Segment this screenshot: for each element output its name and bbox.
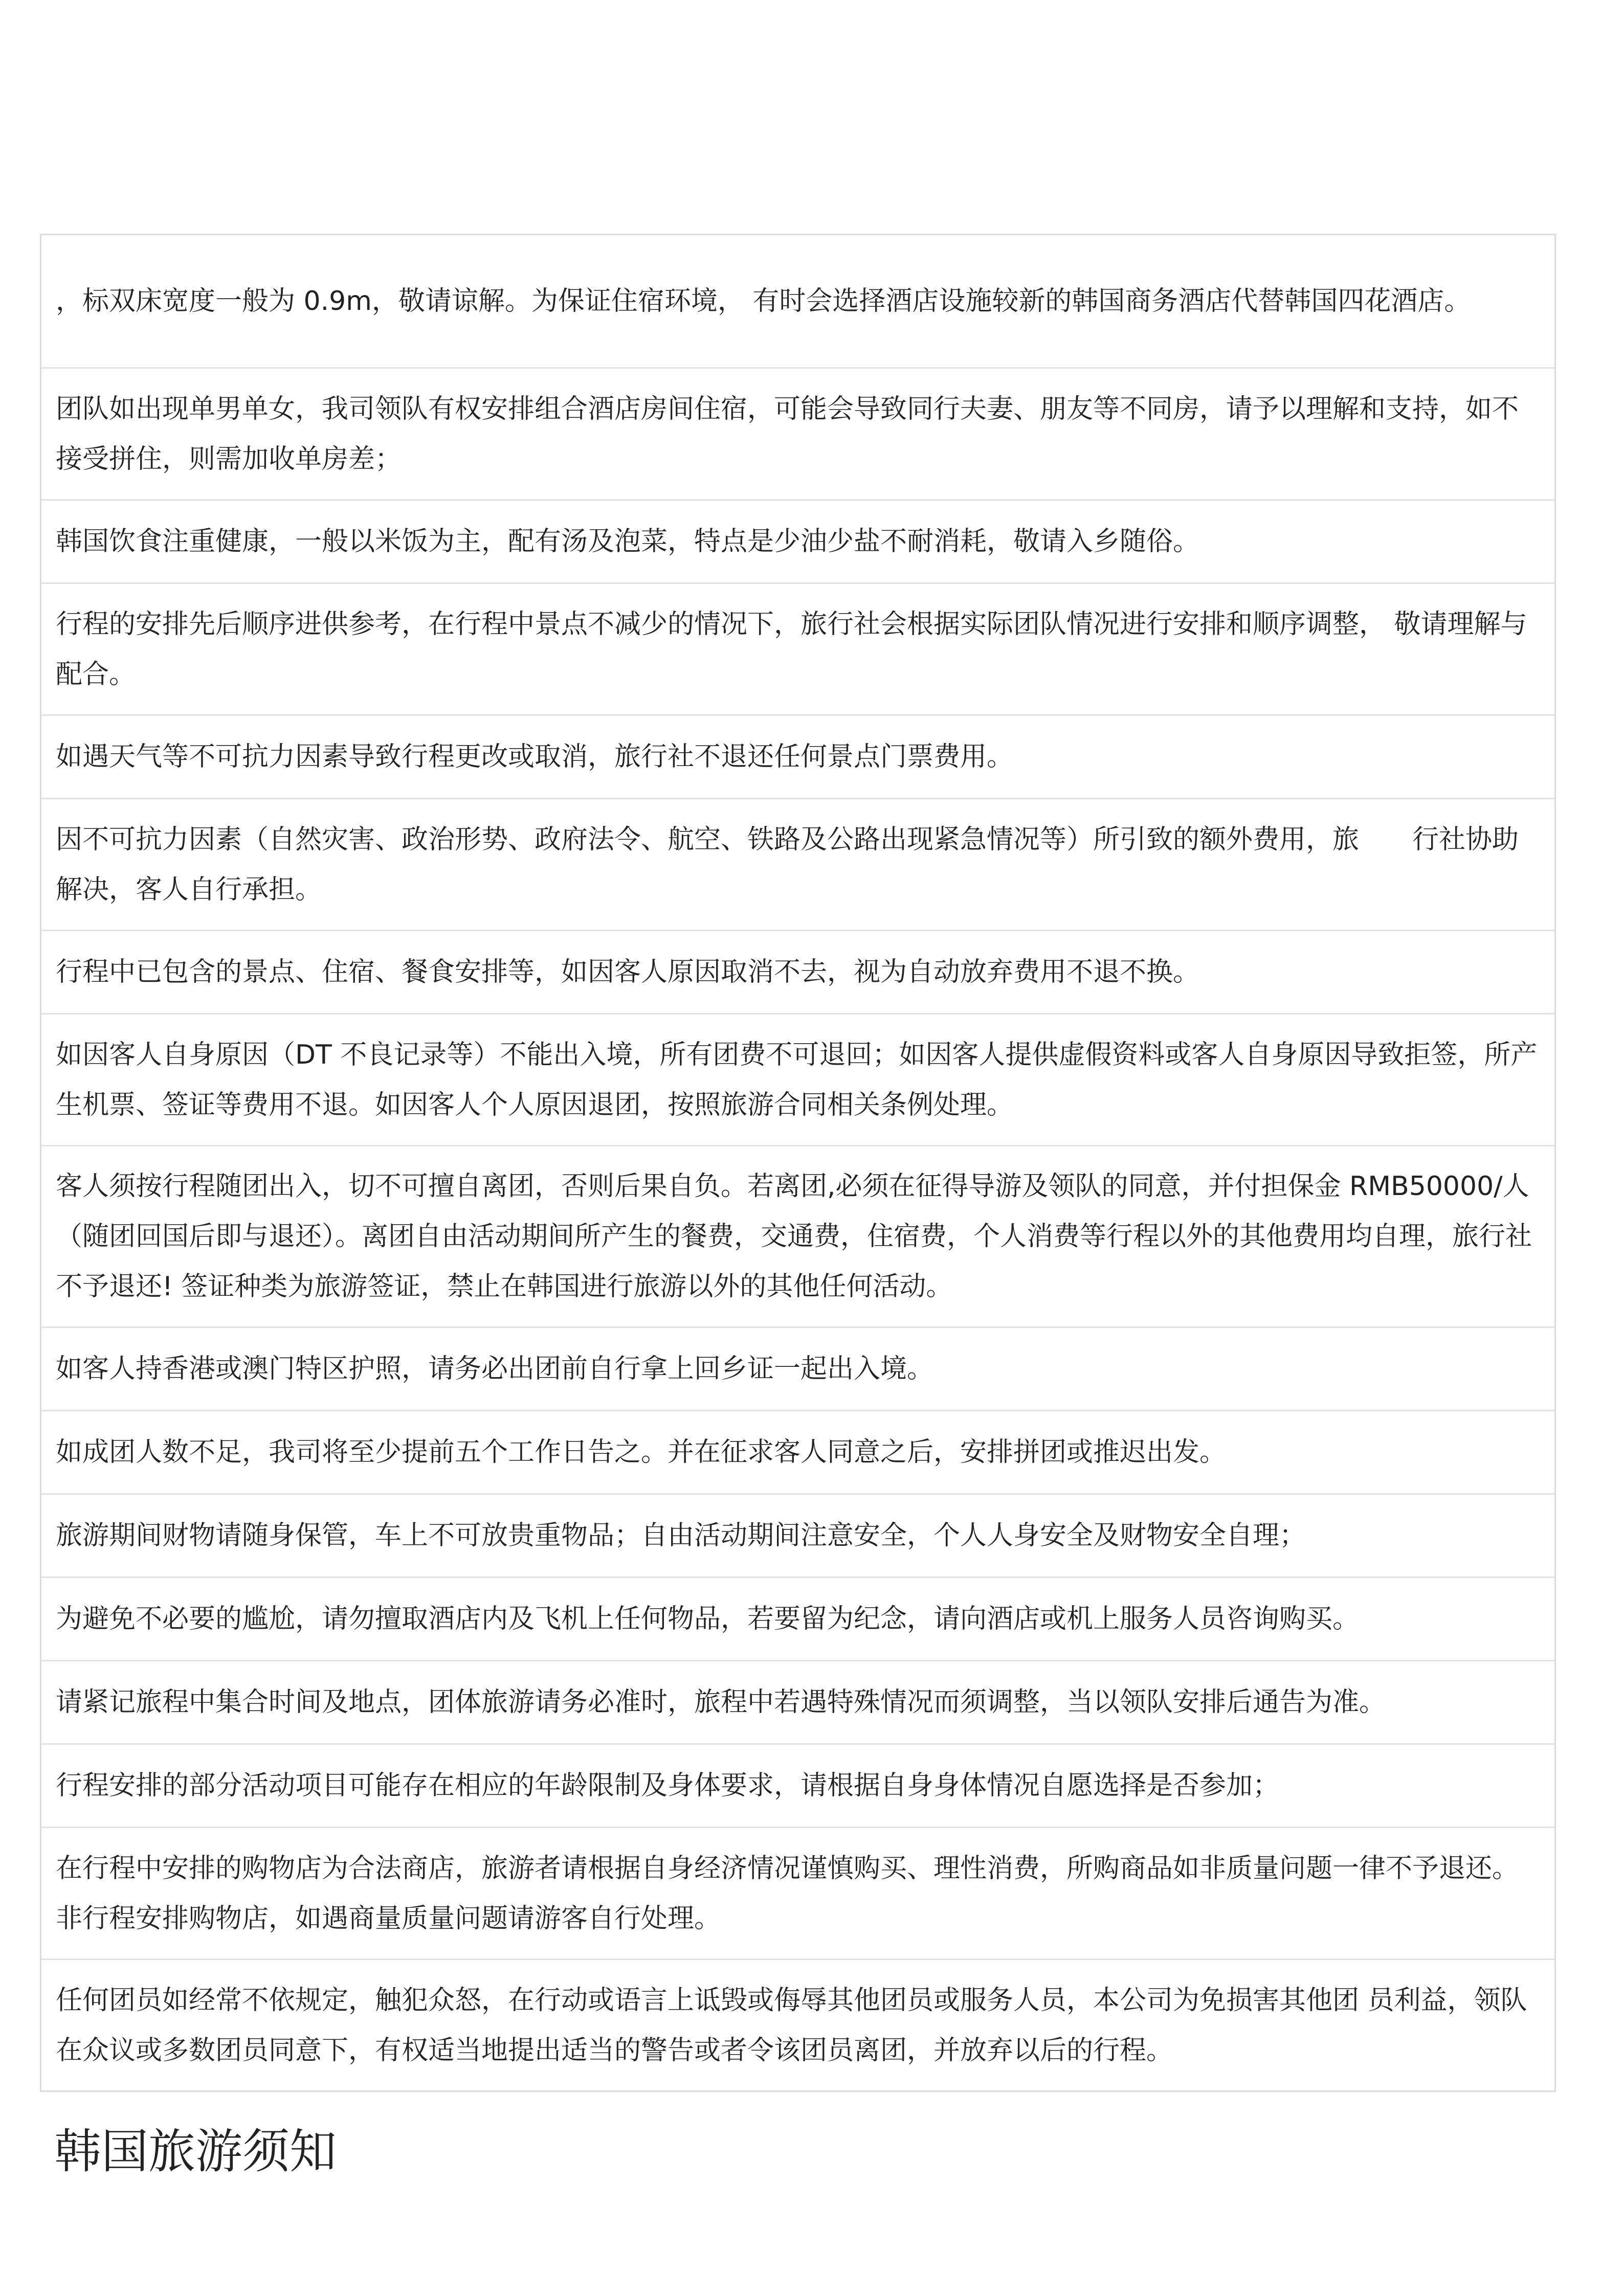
note-row-weather bbox=[41, 714, 1554, 798]
travel-notes-table bbox=[40, 234, 1556, 2092]
note-row-passport bbox=[41, 1326, 1554, 1410]
note-row-age-limits bbox=[41, 1743, 1554, 1827]
note-row-min-group bbox=[41, 1410, 1554, 1493]
note-text: 任何团员如经常不依规定，触犯众怒，在行动或语言上诋毁或侮辱其他团员或服务人员，本公司为免损害其他团 员利益，领队在众议或多数团员同意下，有权适当地提出适当的警告或者令该团员离团，并放弃以后的行程。 bbox=[56, 1985, 1527, 2066]
note-text: 如客人持香港或澳门特区护照，请务必出团前自行拿上回乡证一起出入境。 bbox=[56, 1354, 934, 1384]
note-row-force-majeure bbox=[41, 798, 1554, 930]
note-text: 团队如出现单男单女，我司领队有权安排组合酒店房间住宿，可能会导致同行夫妻、朋友等不同房，请予以理解和支持，如不接受拼住，则需加收单房差； bbox=[56, 393, 1519, 475]
note-text: 如遇天气等不可抗力因素导致行程更改或取消，旅行社不退还任何景点门票费用。 bbox=[56, 741, 1014, 772]
note-row-food bbox=[41, 499, 1554, 582]
note-row-hotel-items bbox=[41, 1577, 1554, 1660]
note-row-valuables bbox=[41, 1493, 1554, 1577]
note-row-room-sharing bbox=[41, 367, 1554, 499]
note-row-entry-denied bbox=[41, 1013, 1554, 1145]
note-text: 行程安排的部分活动项目可能存在相应的年龄限制及身体要求，请根据自身身体情况自愿选择是否参加； bbox=[56, 1770, 1280, 1801]
note-text: 旅游期间财物请随身保管，车上不可放贵重物品；自由活动期间注意安全，个人人身安全及财物安全自理； bbox=[56, 1520, 1306, 1551]
note-text: 请紧记旅程中集合时间及地点，团体旅游请务必准时，旅程中若遇特殊情况而须调整，当以领队安排后通告为准。 bbox=[56, 1687, 1386, 1718]
note-text: 因不可抗力因素（自然灾害、政治形势、政府法令、航空、铁路及公路出现紧急情况等）所引致的额外费用，旅 行社协助解决，客人自行承担。 bbox=[56, 824, 1519, 905]
note-text: 韩国饮食注重健康，一般以米饭为主，配有汤及泡菜，特点是少油少盐不耐消耗，敬请入乡随俗。 bbox=[56, 526, 1200, 557]
note-row-hotel-bed bbox=[41, 235, 1554, 367]
note-row-itinerary-order bbox=[41, 582, 1554, 714]
note-text: 客人须按行程随团出入，切不可擅自离团，否则后果自负。若离团,必须在征得导游及领队的同意，并付担保金 RMB50000/人（随团回国后即与退还）。离团自由活动期间所产生的餐费，交通费，住宿费，个人消费等行程以外的其他费用均自理，旅行社不予退还! 签证种类为旅游签证，禁止在韩国进行旅游以外的其他任何活动。 bbox=[56, 1171, 1532, 1302]
note-row-leave-group bbox=[41, 1145, 1554, 1326]
note-text: 为避免不必要的尴尬，请勿擅取酒店内及飞机上任何物品，若要留为纪念，请向酒店或机上服务人员咨询购买。 bbox=[56, 1604, 1360, 1634]
note-row-meeting-time bbox=[41, 1660, 1554, 1743]
note-text: 行程中已包含的景点、住宿、餐食安排等，如因客人原因取消不去，视为自动放弃费用不退不换。 bbox=[56, 957, 1200, 987]
note-text: ，标双床宽度一般为 0.9m，敬请谅解。为保证住宿环境， 有时会选择酒店设施较新的韩国商务酒店代替韩国四花酒店。 bbox=[56, 286, 1471, 317]
section-title: 韩国旅游须知 bbox=[54, 2124, 337, 2179]
note-text: 在行程中安排的购物店为合法商店，旅游者请根据自身经济情况谨慎购买、理性消费，所购商品如非质量问题一律不予退还。非行程安排购物店，如遇商量质量问题请游客自行处理。 bbox=[56, 1853, 1519, 1934]
note-text: 行程的安排先后顺序进供参考，在行程中景点不减少的情况下，旅行社会根据实际团队情况进行安排和顺序调整， 敬请理解与配合。 bbox=[56, 609, 1527, 690]
note-text: 如成团人数不足，我司将至少提前五个工作日告之。并在征求客人同意之后，安排拼团或推迟出发。 bbox=[56, 1437, 1227, 1468]
note-text: 如因客人自身原因（DT 不良记录等）不能出入境，所有团费不可退回；如因客人提供虚假资料或客人自身原因导致拒签，所产生机票、签证等费用不退。如因客人个人原因退团，按照旅游合同相关条例处理。 bbox=[56, 1039, 1538, 1120]
note-row-shopping bbox=[41, 1827, 1554, 1959]
note-row-conduct bbox=[41, 1959, 1554, 2090]
note-row-no-refund bbox=[41, 930, 1554, 1013]
